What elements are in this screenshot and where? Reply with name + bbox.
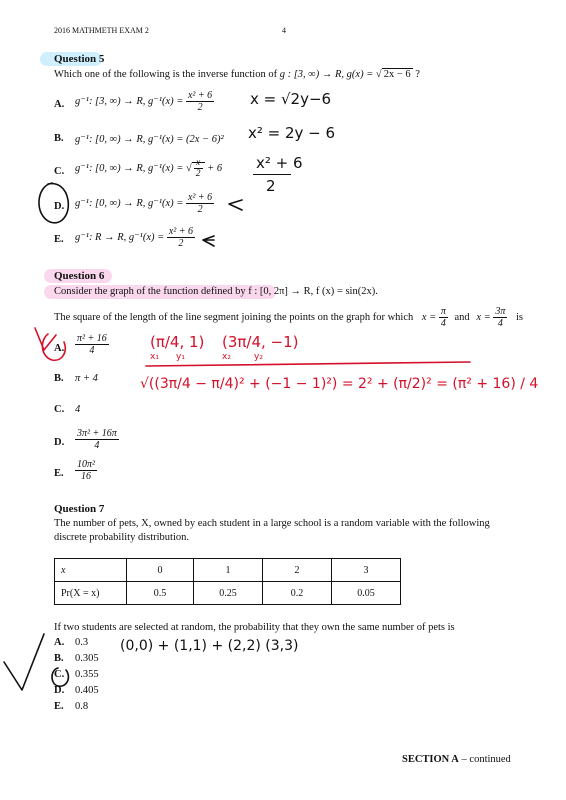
q6-option-b[interactable]: π + 4	[75, 373, 98, 384]
q6-option-d[interactable]: $\frac{\text{3π² + 16π}}{4}$	[77, 428, 117, 451]
q6-option-e-letter[interactable]: E.	[54, 468, 64, 479]
q5-hand-line4: 2	[266, 177, 276, 195]
q6-hand-point1: (π/4, 1)	[150, 333, 205, 351]
probability-table	[54, 558, 401, 605]
q7-option-e-letter[interactable]: E.	[54, 701, 64, 712]
q5-option-e[interactable]: g⁻¹: R → R, g⁻¹(x) = $\frac{\text{x² + 6}}{2}$	[75, 226, 194, 249]
q5-option-b-letter[interactable]: B.	[54, 133, 64, 144]
q5-option-a[interactable]: g⁻¹: [3, ∞) → R, g⁻¹(x) = $\frac{\text{x² + 6}}{2}$	[75, 90, 213, 113]
q6-title: Question 6	[54, 270, 105, 282]
q6-hand-y2: y₂	[254, 352, 263, 362]
q7-option-d-letter[interactable]: D.	[54, 685, 65, 696]
q7-check-mark	[4, 634, 44, 690]
q7-option-e[interactable]: 0.8	[75, 701, 89, 712]
q6-hand-calc: √((3π/4 − π/4)² + (−1 − 1)²) = 2² + (π/2)² = (π² + 16) / 4	[140, 376, 539, 392]
q7-hand-work: (0,0) + (1,1) + (2,2) (3,3)	[120, 638, 299, 654]
q5-option-d-letter[interactable]: D.	[54, 201, 65, 212]
q6-hand-y1: y₁	[176, 352, 185, 362]
q7-option-c-letter[interactable]: C.	[54, 669, 65, 680]
q7-option-d[interactable]: 0.405	[75, 685, 99, 696]
exam-header: 2016 MATHMETH EXAM 2	[54, 26, 149, 35]
q5-hand-line3: x² + 6	[256, 154, 303, 172]
q5-stem: Which one of the following is the inverse function of g : [3, ∞) → R, g(x) = √ 2x − 6 ?	[54, 69, 420, 80]
q6-check-mark	[35, 328, 56, 350]
page-number: 4	[282, 26, 286, 35]
q7-stem-2: discrete probability distribution.	[54, 532, 190, 543]
q6-option-d-letter[interactable]: D.	[54, 437, 65, 448]
q5-arrow-d-mark	[229, 200, 242, 210]
q6-option-c[interactable]: 4	[75, 404, 81, 415]
q7-stem-3: If two students are selected at random, the probability that they own the same number of pets is	[54, 622, 455, 633]
table-cell: 0.2	[263, 582, 332, 605]
q7-stem-1: The number of pets, X, owned by each student in a large school is a random variable with the following	[54, 518, 490, 529]
table-cell: 0.5	[127, 582, 194, 605]
q5-d-circle-mark	[39, 183, 68, 223]
q5-option-b[interactable]: g⁻¹: [0, ∞) → R, g⁻¹(x) = (2x − 6)²	[75, 134, 224, 145]
q5-title: Question 5	[54, 53, 105, 65]
table-cell: 0.25	[194, 582, 263, 605]
q6-hand-x2: x₂	[222, 352, 231, 362]
q5-hand-line2: x² = 2y − 6	[248, 124, 336, 142]
q5-arrow-e-mark	[203, 236, 214, 246]
table-cell: 0	[127, 559, 194, 582]
q6-option-a-letter[interactable]: A.	[54, 343, 65, 354]
q6-option-e[interactable]: $\frac{\text{10π²}}{16}$	[77, 459, 96, 482]
q7-option-b-letter[interactable]: B.	[54, 653, 64, 664]
table-cell: 1	[194, 559, 263, 582]
table-cell: x	[55, 559, 127, 582]
q6-stem-1: Consider the graph of the function defined by f : [0, 2π] → R, f (x) = sin(2x).	[54, 286, 378, 297]
q6-stem-2: The square of the length of the line segment joining the points on the graph for which x = $\frac{\pi}{4}$ and x = $\frac{3\pi}{4}$ is	[54, 306, 523, 329]
q7-title: Question 7	[54, 503, 105, 515]
q6-option-c-letter[interactable]: C.	[54, 404, 65, 415]
q7-option-b[interactable]: 0.305	[75, 653, 99, 664]
q5-option-c-letter[interactable]: C.	[54, 166, 65, 177]
q6-hand-point2: (3π/4, −1)	[222, 333, 299, 351]
table-cell: 0.05	[332, 582, 401, 605]
table-cell: Pr(X = x)	[55, 582, 127, 605]
q6-hand-x1: x₁	[150, 352, 159, 362]
q5-hand-line1: x = √2y−6	[250, 90, 332, 108]
table-cell: 3	[332, 559, 401, 582]
section-footer: SECTION A – continued	[402, 754, 511, 765]
q6-option-b-letter[interactable]: B.	[54, 373, 64, 384]
q6-option-a[interactable]: $\frac{\text{π² + 16}}{4}$	[77, 333, 107, 356]
q7-option-c[interactable]: 0.355	[75, 669, 99, 680]
q7-option-a[interactable]: 0.3	[75, 637, 89, 648]
table-cell: 2	[263, 559, 332, 582]
q6-red-underline	[146, 362, 470, 366]
q5-option-e-letter[interactable]: E.	[54, 234, 64, 245]
q5-option-d[interactable]: g⁻¹: [0, ∞) → R, g⁻¹(x) = $\frac{\text{x² + 6}}{2}$	[75, 192, 213, 215]
q5-option-c[interactable]: g⁻¹: [0, ∞) → R, g⁻¹(x) = √ $\frac{x}{2}$ + 6	[75, 158, 223, 179]
table-row	[55, 582, 401, 605]
table-row	[55, 559, 401, 582]
q5-option-a-letter[interactable]: A.	[54, 99, 65, 110]
q7-option-a-letter[interactable]: A.	[54, 637, 65, 648]
